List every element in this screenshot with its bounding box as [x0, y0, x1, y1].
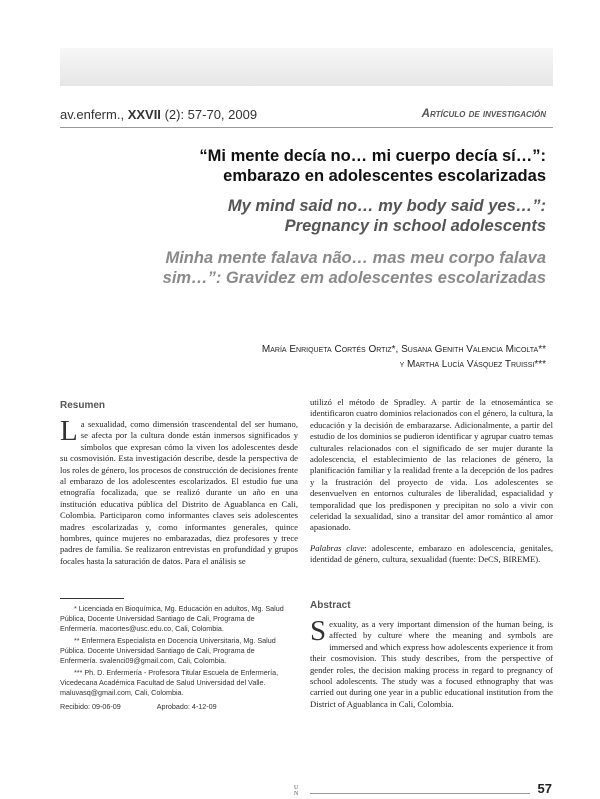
university-logo-icon: U N: [294, 785, 299, 797]
date-received: Recibido: 09-06-09: [60, 702, 121, 711]
title-portuguese-line2: sim…”: Gravidez em adolescentes escolarizadas: [162, 269, 546, 287]
page-number: 57: [537, 781, 552, 796]
footer-rule: [310, 793, 530, 794]
title-english: [228, 196, 546, 236]
title-spanish-line1: “Mi mente decía no… mi cuerpo decía sí…”:: [199, 147, 546, 165]
authors: [262, 342, 546, 372]
footnote-2: ** Enfermera Especialista en Docencia Universitaria, Mg. Salud Pública. Docente Universidad Santiago de Cali, Programa de Enfermería. svalenci09@gmail.com, Cali, Colombia.: [60, 636, 276, 665]
section-label: Artículo de investigación: [421, 108, 546, 120]
title-spanish: [199, 146, 546, 186]
footnote-rule: [60, 598, 124, 599]
abstract-body: [310, 615, 553, 710]
header-rule: [60, 127, 553, 128]
keywords: [310, 543, 553, 566]
journal-issue: (2): 57-70, 2009: [164, 107, 258, 122]
resumen-text: a sexualidad, como dimensión trascendental del ser humano, se afecta por la cultura donde están inmersos significados y símbolos que expresan cómo la viven los adolescentes desde su cosmovisión. Esta investigación describe, desde la perspectiva de los roles de género, los procesos de construcción de decisiones frente al embarazo de los adolescentes escolarizados. El estudio fue una etnografía focalizada, que se realizó durante un año en una institución educativa pública del Distrito de Aguablanca en Cali, Colombia. Participaron como informantes claves seis adolescentes madres escolarizadas y, como informantes generales, quince hombres, quince mujeres no embarazadas, diez profesores y trece padres de familia. Se realizaron entrevistas en profundidad y grupos focales hasta la saturación de datos. Para el análisis se: [60, 419, 298, 566]
authors-line2: y Martha Lucía Vásquez Truissi***: [399, 359, 546, 370]
journal-name: av.enferm.,: [60, 107, 125, 122]
header-band: [60, 48, 553, 86]
title-english-line1: My mind said no… my body said yes…”:: [227, 197, 546, 215]
resumen-continued: utilizó el método de Spradley. A partir de la etnosemántica se identificaron cuatro dominios relacionados con el género, la cultura, la educación y la decisión de embarazarse. Adicionalmente, a partir del estudio de los dominios se pudieron identificar y agrupar cuatro temas culturales relacionados con el significado de ser mujer durante la adolescencia, el establecimiento de las relaciones de género, la planificación familiar y la realidad frente a la decepción de los padres y la frustración del proyecto de vida. Los adolescentes se desenvuelven en entornos culturales de liberalidad, espacialidad y temporalidad que los predisponen y precipitan no solo a vivir con celeridad la sexualidad, sino a transitar del amor romántico al amor apasionado.: [310, 397, 553, 533]
journal-citation: [60, 107, 257, 122]
title-portuguese-line1: Minha mente falava não… mas meu corpo falava: [165, 249, 546, 267]
footnote-3: *** Ph. D. Enfermería - Profesora Titular Escuela de Enfermería, Vicedecana Académica Facultad de Salud Universidad del Valle. maluvasq@gmail.com, Cali, Colombia.: [60, 668, 279, 697]
resumen-body: [60, 415, 298, 567]
footnote-1: * Licenciada en Bioquímica, Mg. Educación en adultos, Mg. Salud Pública, Docente Universidad Santiago de Cali, Programa de Enfermería. macortes@usc.edu.co, Cali, Colombia.: [60, 604, 284, 633]
resumen-continued-column: [310, 397, 553, 566]
abstract-text: exuality, as a very important dimension of the human being, is affected by culture where the meaning and symbols are immersed and which express how adolescents experience it from their cosmovision. This study describes, from the perspective of gender roles, the decision making process in regard to pregnancy of school adolescents. The study was a focused ethnography that was carried out during one year in a public educational institution from the District of Aguablanca in Cali, Colombia.: [310, 619, 553, 709]
title-spanish-line2: embarazo en adolescentes escolarizadas: [223, 167, 546, 185]
dates: [60, 702, 292, 712]
title-english-line2: Pregnancy in school adolescents: [284, 217, 546, 235]
footnotes: [60, 604, 292, 712]
resumen-heading: Resumen: [60, 400, 106, 411]
title-portuguese: [163, 248, 546, 288]
resumen-dropcap: L: [60, 415, 78, 447]
resumen-column: [60, 400, 298, 567]
keywords-text: : adolescente, embarazo en adolescencia, genitales, identidad de género, cultura, sexualidad (fuente: DeCS, BIREME).: [310, 542, 553, 565]
abstract-heading: Abstract: [310, 600, 351, 611]
abstract-dropcap: S: [310, 615, 327, 647]
authors-line1: María Enriqueta Cortés Ortiz*, Susana Genith Valencia Micolta**: [261, 344, 546, 355]
keywords-label: Palabras clave: [310, 542, 365, 553]
journal-volume: XXVII: [127, 107, 161, 122]
abstract-block: [310, 600, 553, 710]
date-approved: Aprobado: 4-12-09: [156, 702, 217, 711]
